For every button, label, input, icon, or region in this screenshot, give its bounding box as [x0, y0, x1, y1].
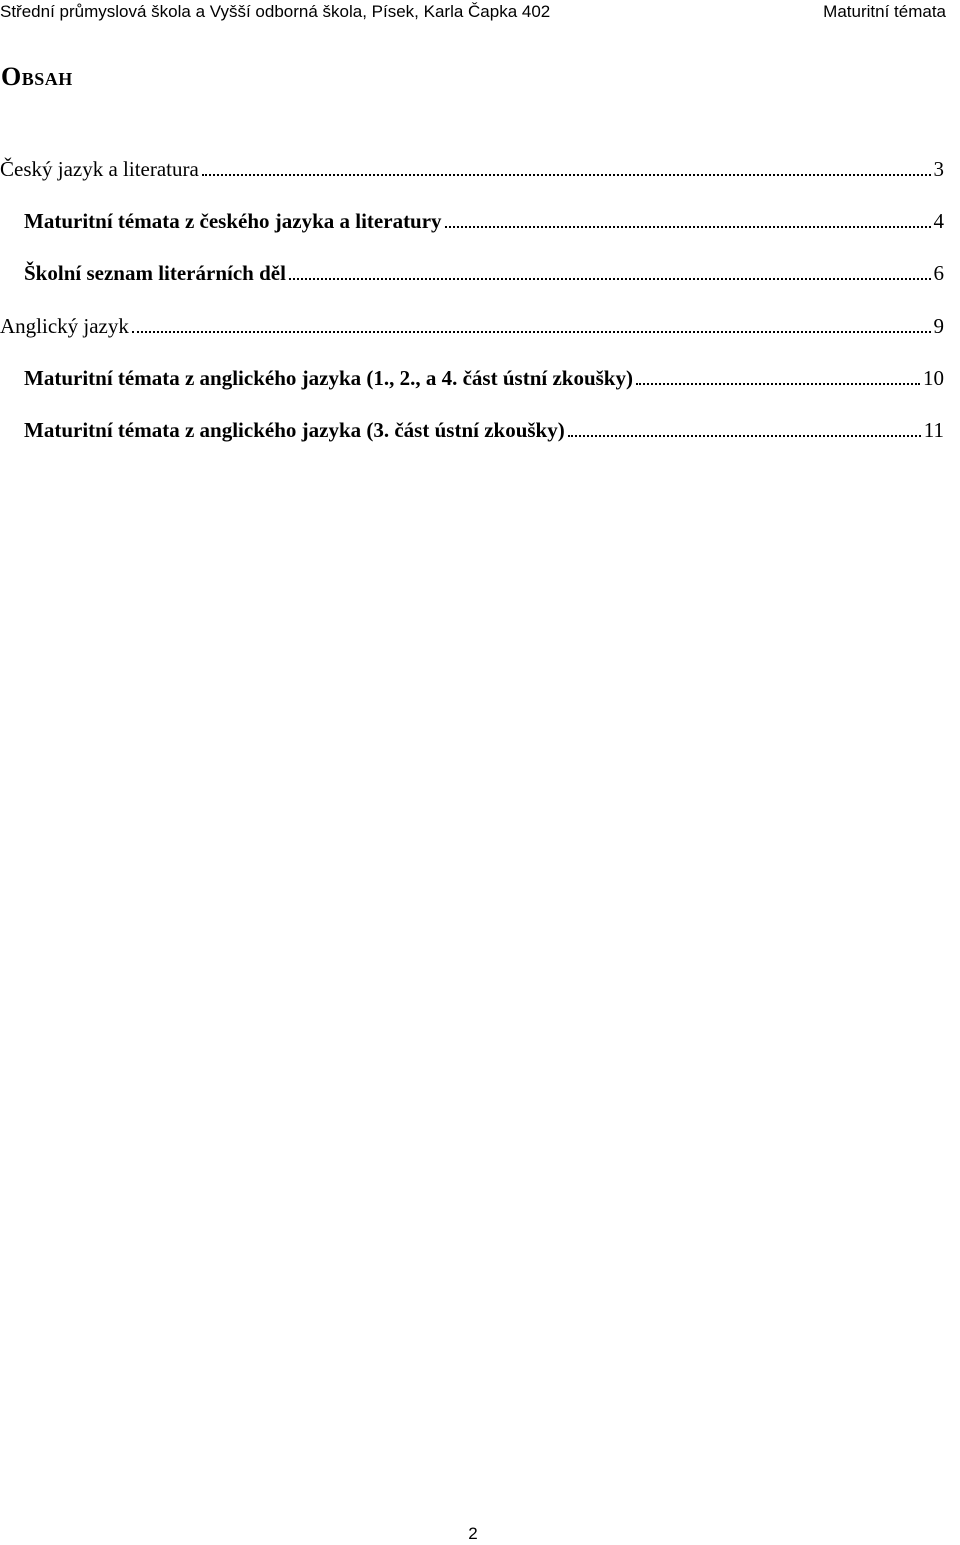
toc-entry-title: Anglický jazyk: [0, 314, 129, 338]
toc-entry-maturitni-temata-aj-1[interactable]: [24, 365, 944, 391]
toc-leader-dots: [289, 278, 931, 280]
toc-entry-title: Maturitní témata z českého jazyka a literatury: [24, 209, 442, 233]
page-header: [0, 0, 946, 24]
toc-entry-page: 6: [933, 261, 944, 285]
toc-leader-dots: [445, 226, 931, 228]
toc-leader-dots: [202, 174, 931, 176]
toc-leader-dots: [568, 435, 921, 437]
header-document-title: Maturitní témata: [823, 2, 946, 21]
toc-entry-maturitni-temata-cj[interactable]: [24, 208, 944, 234]
toc-entry-anglicky-jazyk[interactable]: [0, 313, 944, 339]
toc-entry-cesky-jazyk[interactable]: [0, 156, 944, 182]
toc-heading: Obsah: [1, 62, 73, 91]
toc-entry-skolni-seznam[interactable]: [24, 260, 944, 286]
page-number: 2: [468, 1524, 478, 1543]
toc-entry-title: Maturitní témata z anglického jazyka (3. část ústní zkoušky): [24, 418, 565, 442]
toc-entry-maturitni-temata-aj-2[interactable]: [24, 417, 944, 443]
toc-entry-title: Školní seznam literárních děl: [24, 261, 286, 285]
toc-leader-dots: [132, 331, 931, 333]
toc-entry-page: 4: [933, 209, 944, 233]
toc-entry-page: 3: [933, 157, 944, 181]
toc-entry-title: Maturitní témata z anglického jazyka (1., 2., a 4. část ústní zkoušky): [24, 366, 633, 390]
toc-leader-dots: [636, 383, 920, 385]
header-school-name: Střední průmyslová škola a Vyšší odborná škola, Písek, Karla Čapka 402: [0, 2, 551, 21]
toc-entry-page: 10: [923, 366, 944, 390]
toc-entry-title: Český jazyk a literatura: [0, 157, 199, 181]
toc-entry-page: 11: [923, 418, 944, 442]
toc-entry-page: 9: [933, 314, 944, 338]
